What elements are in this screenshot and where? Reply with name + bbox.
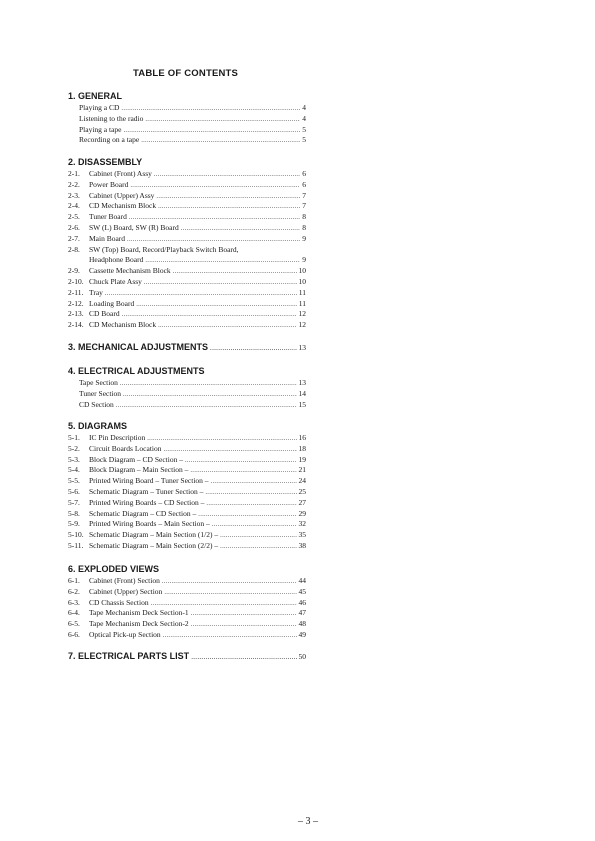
entry-label: Schematic Diagram – Main Section (1/2) – <box>89 530 219 540</box>
toc-section <box>68 563 308 641</box>
entry-number: 6-6. <box>68 629 80 639</box>
toc-entry[interactable] <box>68 598 306 609</box>
page-ref: 6 <box>302 169 306 178</box>
dot-leader <box>198 510 296 521</box>
entry-number: 5-5. <box>68 476 80 486</box>
dot-leader <box>144 278 297 289</box>
toc-entry[interactable] <box>68 288 306 299</box>
entry-number: 5-10. <box>68 530 84 540</box>
dot-leader <box>206 499 296 510</box>
toc-entry[interactable] <box>68 103 306 114</box>
dot-leader <box>120 379 297 390</box>
dot-leader <box>205 488 296 499</box>
dot-leader <box>173 267 297 278</box>
entry-label: SW (L) Board, SW (R) Board <box>89 222 179 232</box>
page-ref: 8 <box>302 222 306 232</box>
entry-label: Printed Wiring Boards – CD Section – <box>89 497 205 507</box>
entry-number: 6-5. <box>68 619 80 629</box>
toc-entry[interactable] <box>68 234 306 245</box>
entry-number: 2-6. <box>68 222 80 232</box>
page-ref: 12 <box>298 309 306 319</box>
entry-label: Cabinet (Upper) Assy <box>89 190 155 200</box>
dot-leader <box>121 104 300 115</box>
page-ref: 7 <box>302 201 306 211</box>
dot-leader <box>158 321 296 332</box>
page-ref: 48 <box>298 619 306 629</box>
entry-number: 5-9. <box>68 519 80 529</box>
entry-label: Printed Wiring Board – Tuner Section – <box>89 476 209 486</box>
toc-entry[interactable] <box>68 309 306 320</box>
entry-label: Cabinet (Front) Assy <box>89 169 152 178</box>
entry-label: IC Pin Description <box>89 433 146 442</box>
toc-entry[interactable] <box>68 519 306 530</box>
entry-number: 6-4. <box>68 608 80 618</box>
dot-leader <box>181 224 301 235</box>
toc-entry[interactable] <box>68 125 306 136</box>
toc-entry[interactable] <box>68 587 306 598</box>
entry-label: Loading Board <box>89 298 135 308</box>
section-heading[interactable] <box>68 650 306 663</box>
page-ref: 8 <box>302 212 306 222</box>
dot-leader <box>116 401 297 412</box>
toc-section <box>68 156 308 331</box>
entry-label: Recording on a tape <box>79 135 140 145</box>
toc-entry[interactable] <box>68 619 306 630</box>
page-ref: 35 <box>298 530 306 540</box>
toc-entry[interactable] <box>68 476 306 487</box>
dot-leader <box>162 577 297 588</box>
dot-leader <box>141 136 300 147</box>
entry-label: CD Board <box>89 309 120 319</box>
toc-entry[interactable] <box>68 191 306 202</box>
toc-entry[interactable] <box>68 630 306 641</box>
toc-entry[interactable] <box>68 266 306 277</box>
dot-leader <box>220 542 296 553</box>
entry-number: 2-3. <box>68 190 80 200</box>
dot-leader <box>123 390 296 401</box>
section-heading: 2. DISASSEMBLY <box>68 157 143 167</box>
page-ref: 29 <box>298 508 306 518</box>
entry-label: Tuner Board <box>89 212 127 222</box>
toc-entry[interactable] <box>68 389 306 400</box>
dot-leader <box>220 531 296 542</box>
page-ref: 16 <box>298 433 306 442</box>
dot-leader <box>164 588 296 599</box>
page-ref: 9 <box>302 233 306 243</box>
entry-label: Block Diagram – CD Section – <box>89 454 183 464</box>
page-ref: 18 <box>298 443 306 453</box>
dot-leader <box>147 434 296 445</box>
entry-number: 2-13. <box>68 309 84 319</box>
entry-label: Cabinet (Front) Section <box>89 576 160 585</box>
entry-label: Circuit Boards Location <box>89 443 162 453</box>
entry-label: Power Board <box>89 179 129 189</box>
entry-number: 6-1. <box>68 576 80 585</box>
entry-label: Block Diagram – Main Section – <box>89 465 189 475</box>
toc-entry[interactable] <box>68 400 306 411</box>
dot-leader <box>191 620 297 631</box>
section-heading-label: 3. MECHANICAL ADJUSTMENTS <box>68 342 209 352</box>
entry-label: Schematic Diagram – Main Section (2/2) – <box>89 540 219 550</box>
page-ref: 10 <box>298 266 306 276</box>
page-ref: 6 <box>302 179 306 189</box>
entry-label: Headphone Board <box>89 255 144 265</box>
page-ref: 27 <box>298 497 306 507</box>
toc-section <box>68 341 308 354</box>
entry-number: 5-7. <box>68 497 80 507</box>
page-ref: 4 <box>302 113 306 123</box>
page-ref: 46 <box>298 597 306 607</box>
toc-section <box>68 365 308 410</box>
page-ref: 45 <box>298 586 306 596</box>
toc-title: TABLE OF CONTENTS <box>133 68 239 79</box>
entry-number: 2-12. <box>68 298 84 308</box>
entry-label: Playing a tape <box>79 124 122 134</box>
entry-label: Tape Mechanism Deck Section-1 <box>89 608 189 618</box>
page-ref: 47 <box>298 608 306 618</box>
page-ref: 21 <box>298 465 306 475</box>
toc-section <box>68 90 308 146</box>
entry-label: CD Section <box>79 399 114 409</box>
dot-leader <box>130 181 300 192</box>
dot-leader <box>163 631 297 642</box>
section-heading: 1. GENERAL <box>68 91 123 101</box>
section-heading[interactable] <box>68 341 306 354</box>
page-ref: 14 <box>298 388 306 398</box>
entry-number: 5-6. <box>68 486 80 496</box>
entry-number: 2-4. <box>68 201 80 211</box>
toc-entry[interactable] <box>68 530 306 541</box>
entry-label: Schematic Diagram – Tuner Section – <box>89 486 204 496</box>
toc-entry[interactable] <box>68 212 306 223</box>
toc-entry[interactable] <box>68 444 306 455</box>
page-ref: 24 <box>298 476 306 486</box>
entry-label: Playing a CD <box>79 103 120 112</box>
entry-label: Schematic Diagram – CD Section – <box>89 508 197 518</box>
entry-number: 2-14. <box>68 320 84 330</box>
entry-label: Cassette Mechanism Block <box>89 266 171 276</box>
dot-leader <box>136 300 297 311</box>
dot-leader <box>124 126 301 137</box>
toc-entry[interactable] <box>68 509 306 520</box>
entry-number: 5-3. <box>68 454 80 464</box>
page-number: – 3 – <box>298 816 318 827</box>
entry-number: 2-10. <box>68 276 84 286</box>
toc-entry[interactable] <box>68 169 306 180</box>
entry-label: CD Chassis Section <box>89 597 149 607</box>
entry-label: Chuck Plate Assy <box>89 276 142 286</box>
page-ref: 25 <box>298 486 306 496</box>
entry-number: 2-11. <box>68 287 84 297</box>
dot-leader <box>191 609 297 620</box>
section-heading: 4. ELECTRICAL ADJUSTMENTS <box>68 366 205 376</box>
entry-number: 2-2. <box>68 179 80 189</box>
dot-leader <box>212 520 297 531</box>
dot-leader <box>158 202 300 213</box>
toc-entry[interactable] <box>68 320 306 331</box>
entry-number: 6-3. <box>68 597 80 607</box>
page-ref: 7 <box>302 190 306 200</box>
dot-leader <box>145 115 300 126</box>
toc-entry[interactable] <box>68 201 306 212</box>
entry-label: Tape Mechanism Deck Section-2 <box>89 619 189 629</box>
toc-entry[interactable] <box>68 223 306 234</box>
entry-label: Main Board <box>89 233 126 243</box>
toc-entry[interactable] <box>68 487 306 498</box>
toc-entry[interactable] <box>68 180 306 191</box>
toc-entry[interactable] <box>68 608 306 619</box>
entry-number: 2-8. <box>68 244 80 254</box>
toc-entry[interactable] <box>68 255 306 266</box>
page-ref: 13 <box>298 378 306 387</box>
toc-entry[interactable] <box>68 498 306 509</box>
toc-entry[interactable] <box>68 245 306 256</box>
dot-leader <box>156 192 300 203</box>
dot-leader <box>191 651 296 664</box>
entry-label: Cabinet (Upper) Section <box>89 586 163 596</box>
entry-number: 2-1. <box>68 169 80 178</box>
entry-number: 2-5. <box>68 212 80 222</box>
toc-entry[interactable] <box>68 135 306 146</box>
entry-label: CD Mechanism Block <box>89 201 157 211</box>
page-ref: 5 <box>302 124 306 134</box>
toc-entry[interactable] <box>68 378 306 389</box>
section-heading-label: 7. ELECTRICAL PARTS LIST <box>68 651 190 661</box>
toc-entry[interactable] <box>68 433 306 444</box>
entry-number: 5-1. <box>68 433 80 442</box>
entry-label: Tape Section <box>79 378 118 387</box>
dot-leader <box>185 456 297 467</box>
page-ref: 4 <box>302 103 306 112</box>
dot-leader <box>211 477 297 488</box>
page-ref: 44 <box>298 576 306 585</box>
section-heading: 6. EXPLODED VIEWS <box>68 564 160 574</box>
dot-leader <box>154 170 300 181</box>
toc-entry[interactable] <box>68 277 306 288</box>
toc-entry[interactable] <box>68 114 306 125</box>
entry-label: CD Mechanism Block <box>89 320 157 330</box>
page-ref: 11 <box>298 287 306 297</box>
entry-number: 5-4. <box>68 465 80 475</box>
page-ref: 12 <box>298 320 306 330</box>
toc-entry[interactable] <box>68 576 306 587</box>
section-heading: 5. DIAGRAMS <box>68 421 128 431</box>
entry-label: SW (Top) Board, Record/Playback Switch Board, <box>89 244 239 254</box>
dot-leader <box>163 445 296 456</box>
page-ref: 49 <box>298 629 306 639</box>
page-ref: 5 <box>302 135 306 145</box>
toc-entry[interactable] <box>68 541 306 552</box>
toc-section <box>68 420 308 552</box>
entry-label: Tray <box>89 287 103 297</box>
page-ref: 19 <box>298 454 306 464</box>
entry-number: 5-11. <box>68 540 84 550</box>
entry-label: Tuner Section <box>79 388 122 398</box>
page-ref: 10 <box>298 276 306 286</box>
entry-number: 6-2. <box>68 586 80 596</box>
page-ref: 50 <box>298 652 306 661</box>
page-ref: 38 <box>298 540 306 550</box>
page-ref: 15 <box>298 399 306 409</box>
toc-entry[interactable] <box>68 465 306 476</box>
entry-number: 2-7. <box>68 233 80 243</box>
toc-entry[interactable] <box>68 299 306 310</box>
entry-label: Listening to the radio <box>79 113 144 123</box>
entry-number: 5-8. <box>68 508 80 518</box>
entry-label: Optical Pick-up Section <box>89 629 161 639</box>
dot-leader <box>210 342 296 355</box>
entry-label: Printed Wiring Boards – Main Section – <box>89 519 210 529</box>
page-ref: 11 <box>298 298 306 308</box>
page-ref: 9 <box>302 255 306 265</box>
entry-number: 5-2. <box>68 443 80 453</box>
toc-section <box>68 650 308 663</box>
page-ref: 32 <box>298 519 306 529</box>
toc-entry[interactable] <box>68 455 306 466</box>
entry-number: 2-9. <box>68 266 80 276</box>
page-ref: 13 <box>298 343 306 352</box>
